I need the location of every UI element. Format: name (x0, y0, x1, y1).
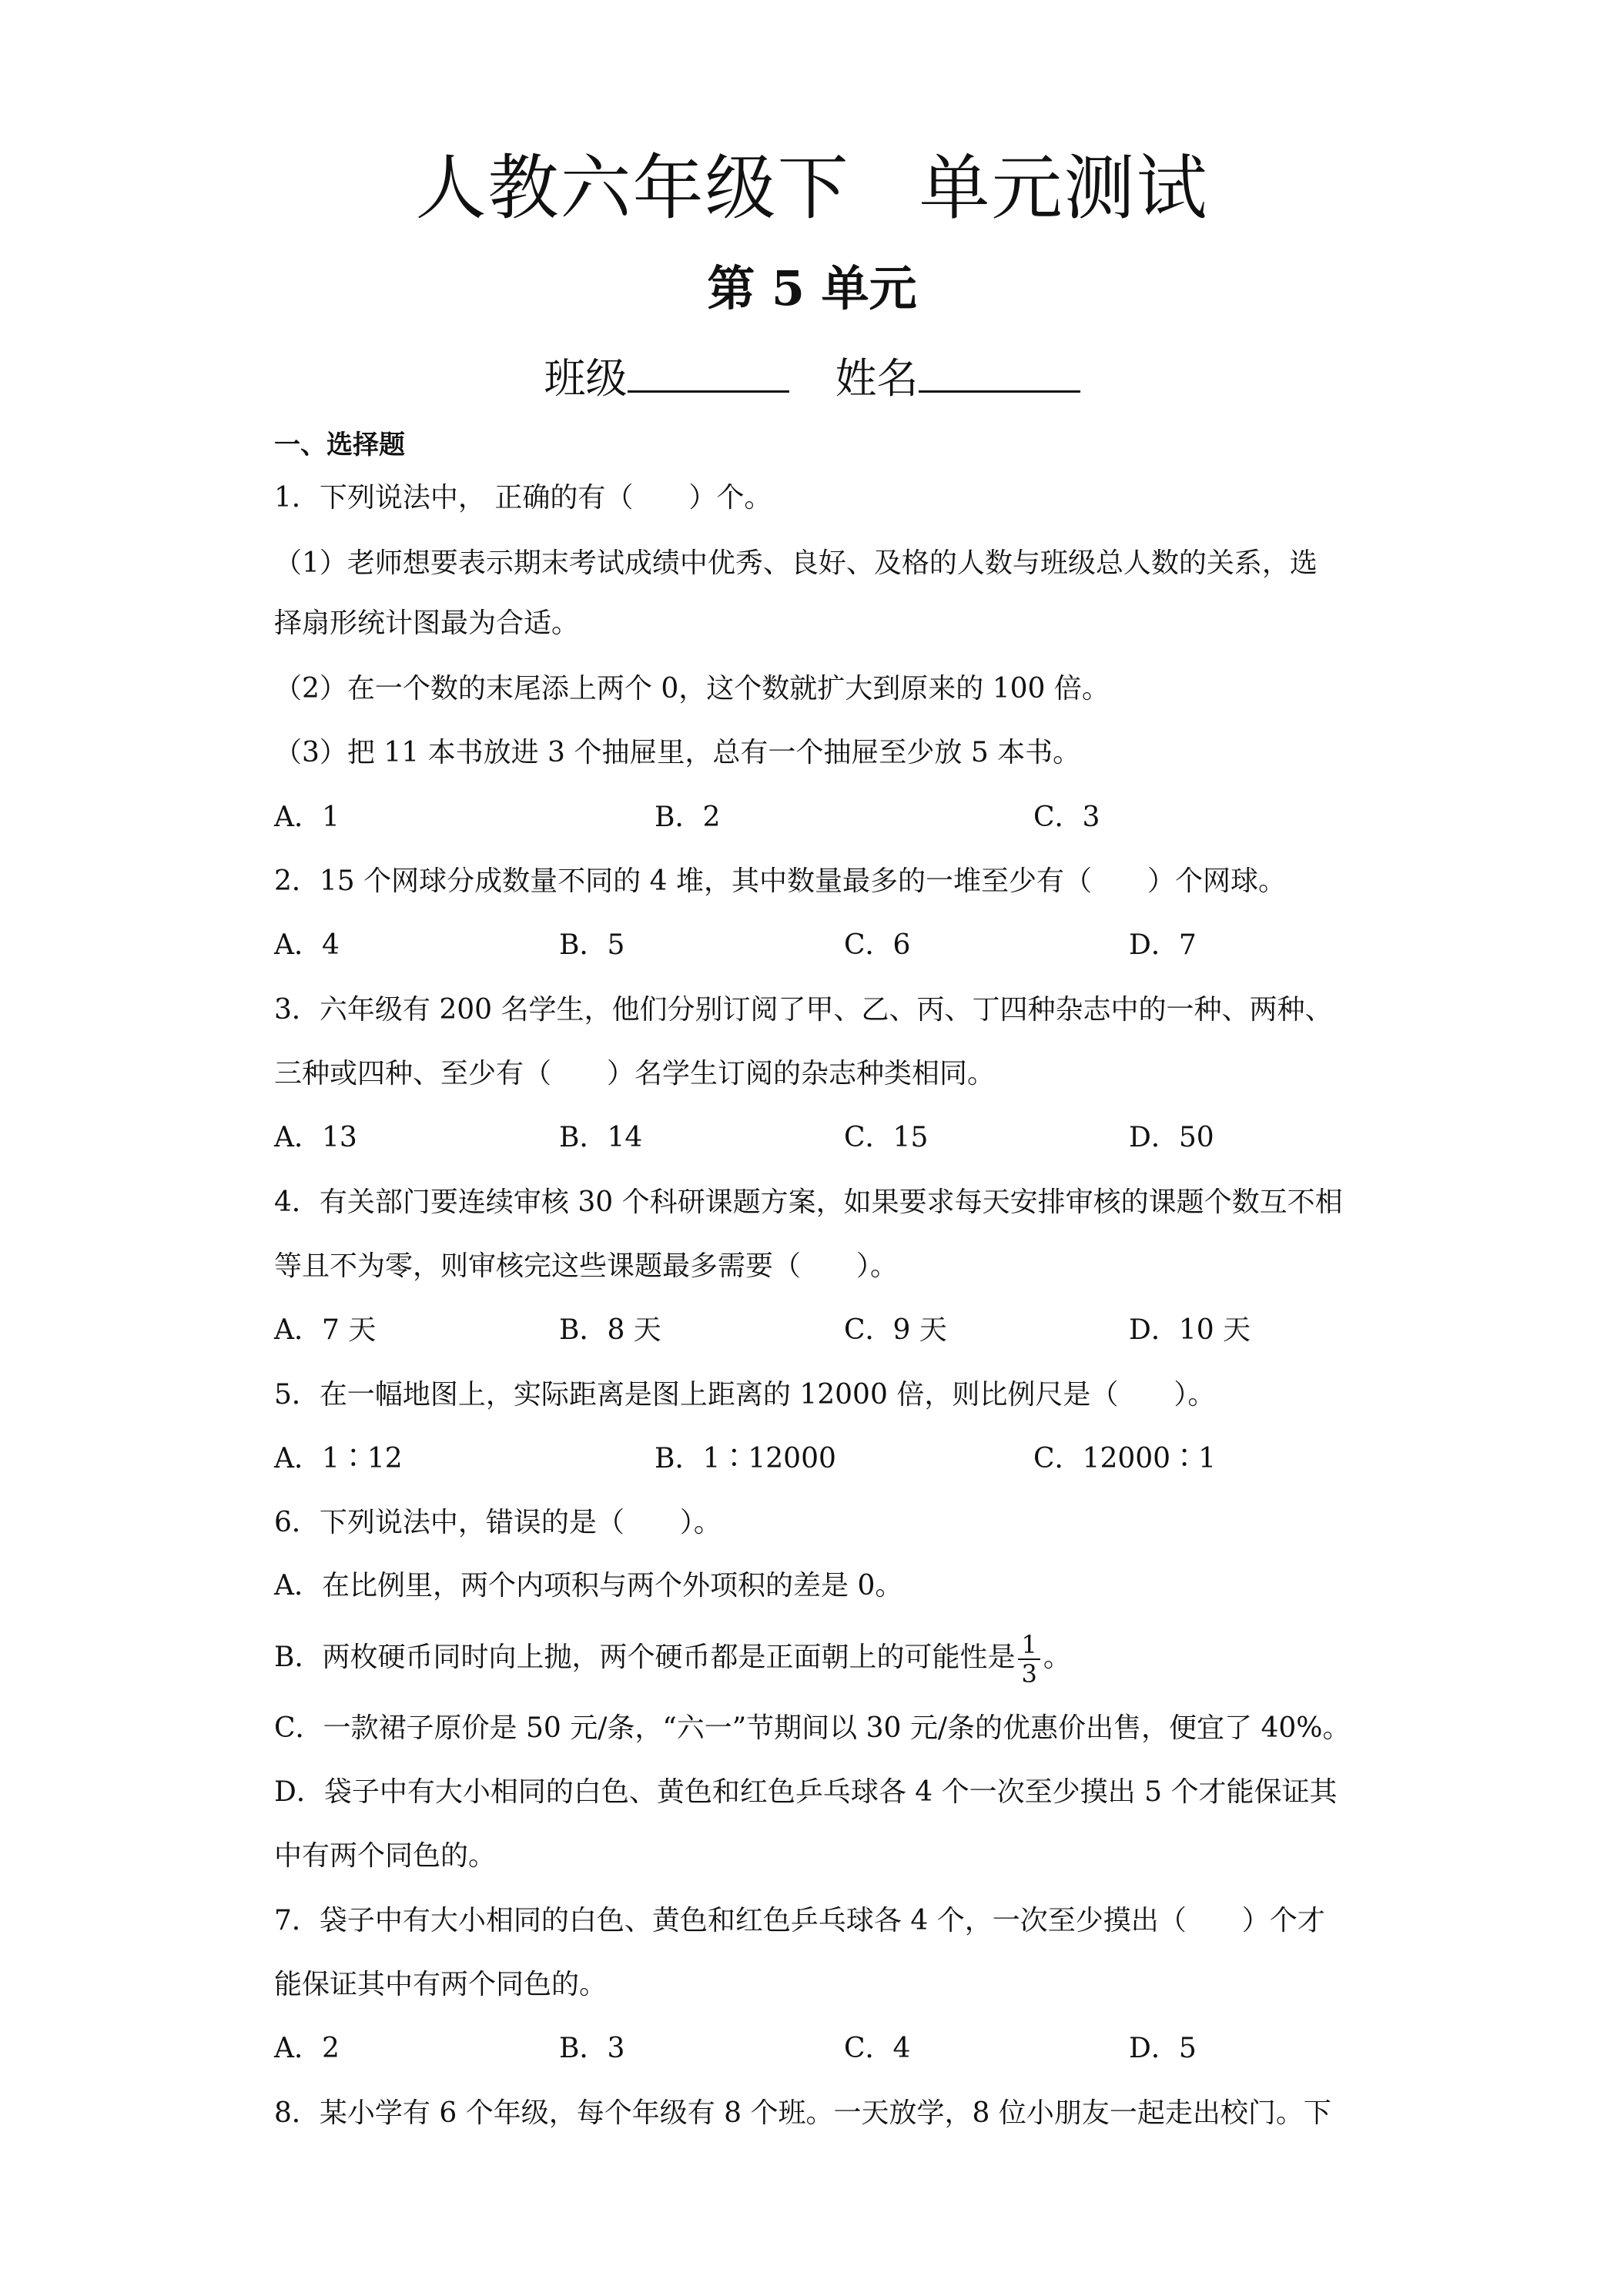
name-blank[interactable] (919, 350, 1080, 393)
q5-option-b[interactable]: B．1∶12000 (655, 1443, 836, 1474)
q3-option-b[interactable]: B．14 (559, 1122, 643, 1153)
q1-statement-1b: 择扇形统计图最为合适。 (274, 607, 580, 639)
title-right: 单元测试 (919, 147, 1209, 229)
q1-statement-2: （2）在一个数的末尾添上两个 0，这个数就扩大到原来的 100 倍。 (274, 673, 1110, 705)
q2-option-b[interactable]: B．5 (559, 929, 625, 961)
q7-stem-b: 能保证其中有两个同色的。 (274, 1969, 608, 2000)
q4-option-d[interactable]: D．10 天 (1129, 1314, 1251, 1346)
q6-stem: 6．下列说法中，错误的是（ ）。 (274, 1507, 722, 1538)
q7-stem-a: 7．袋子中有大小相同的白色、黄色和红色乒乓球各 4 个，一次至少摸出（ ）个才 (274, 1905, 1325, 1936)
student-info (0, 350, 1624, 406)
q7-option-a[interactable]: A．2 (274, 2033, 340, 2064)
page-title (0, 142, 1624, 235)
q3-option-d[interactable]: D．50 (1129, 1122, 1214, 1153)
name-label: 姓名 (835, 354, 919, 403)
q3-stem-b: 三种或四种、至少有（ ）名学生订阅的杂志种类相同。 (274, 1058, 996, 1089)
q1-option-c[interactable]: C．3 (1033, 802, 1100, 833)
q1-option-a[interactable]: A．1 (274, 802, 340, 833)
title-left: 人教六年级下 (415, 147, 850, 229)
q7-option-b[interactable]: B．3 (559, 2033, 625, 2064)
class-label: 班级 (544, 354, 628, 403)
q6-option-d-a[interactable]: D．袋子中有大小相同的白色、黄色和红色乒乓球各 4 个一次至少摸出 5 个才能保证其 (274, 1776, 1338, 1808)
q3-stem-a: 3．六年级有 200 名学生，他们分别订阅了甲、乙、丙、丁四种杂志中的一种、两种、 (274, 994, 1333, 1026)
q6-option-b[interactable] (274, 1627, 1368, 1689)
q4-option-a[interactable]: A．7 天 (274, 1314, 377, 1346)
q5-option-a[interactable]: A．1∶12 (274, 1443, 403, 1474)
q6-option-b-text: B．两枚硬币同时向上抛，两个硬币都是正面朝上的可能性是 (274, 1642, 1016, 1673)
q2-option-a[interactable]: A．4 (274, 929, 340, 961)
q6-option-c[interactable]: C．一款裙子原价是 50 元/条，“六一”节期间以 30 元/条的优惠价出售，便宜了 40%。 (274, 1712, 1351, 1744)
q6-option-a[interactable]: A．在比例里，两个内项积与两个外项积的差是 0。 (274, 1570, 903, 1602)
class-blank[interactable] (628, 350, 789, 393)
q5-stem: 5．在一幅地图上，实际距离是图上距离的 12000 倍，则比例尺是（ ）。 (274, 1379, 1216, 1411)
q6-option-d-b: 中有两个同色的。 (274, 1840, 497, 1872)
fraction-numerator: 1 (1018, 1631, 1040, 1660)
fraction (1018, 1631, 1040, 1688)
q8-stem-a: 8．某小学有 6 个年级，每个年级有 8 个班。一天放学，8 位小朋友一起走出校门。下 (274, 2097, 1331, 2129)
q1-statement-1a: （1）老师想要表示期末考试成绩中优秀、良好、及格的人数与班级总人数的关系，选 (274, 547, 1318, 579)
q4-stem-b: 等且不为零，则审核完这些课题最多需要（ ）。 (274, 1250, 899, 1282)
q2-option-c[interactable]: C．6 (844, 929, 911, 961)
q4-stem-a: 4．有关部门要连续审核 30 个科研课题方案，如果要求每天安排审核的课题个数互不相 (274, 1186, 1343, 1218)
q3-option-c[interactable]: C．15 (844, 1122, 929, 1153)
q7-option-d[interactable]: D．5 (1129, 2033, 1197, 2064)
q2-stem: 2．15 个网球分成数量不同的 4 堆，其中数量最多的一堆至少有（ ）个网球。 (274, 865, 1286, 897)
q1-statement-3: （3）把 11 本书放进 3 个抽屉里，总有一个抽屉至少放 5 本书。 (274, 737, 1081, 768)
q1-stem: 1．下列说法中， 正确的有（ ）个。 (274, 482, 772, 514)
unit-subtitle: 第 5 单元 (707, 260, 917, 316)
q2-option-d[interactable]: D．7 (1129, 929, 1197, 961)
q4-option-c[interactable]: C．9 天 (844, 1314, 947, 1346)
q1-option-b[interactable]: B．2 (655, 802, 721, 833)
q4-option-b[interactable]: B．8 天 (559, 1314, 661, 1346)
q3-option-a[interactable]: A．13 (274, 1122, 357, 1153)
q7-option-c[interactable]: C．4 (844, 2033, 911, 2064)
section-heading: 一、选择题 (274, 430, 405, 460)
q5-option-c[interactable]: C．12000∶1 (1033, 1443, 1216, 1474)
q6-option-b-end: 。 (1043, 1642, 1071, 1673)
fraction-denominator: 3 (1021, 1659, 1037, 1689)
